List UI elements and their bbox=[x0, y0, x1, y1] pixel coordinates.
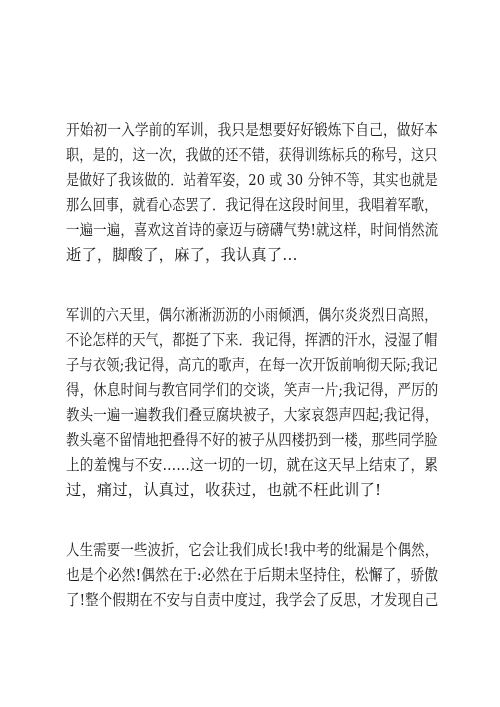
paragraph-2-line-2: 不论怎样的天气，都挺了下来．我记得，挥洒的汗水，浸湿了帽 bbox=[66, 331, 438, 349]
paragraph-1-line-2: 职，是的，这一次，我做的还不错，获得训练标兵的称号，这只 bbox=[66, 146, 438, 164]
paragraph-2-line-8: 过，痛过，认真过，收获过，也就不枉此训了! bbox=[66, 481, 382, 499]
paragraph-1-line-4: 那么回事，就看心态罢了．我记得在这段时间里，我唱着军歌， bbox=[66, 196, 438, 214]
paragraph-1-line-1: 开始初一入学前的军训，我只是想要好好锻炼下自己，做好本 bbox=[66, 121, 439, 139]
paragraph-1-line-5: 一遍一遍，喜欢这首诗的豪迈与磅礴气势!就这样，时间悄然流 bbox=[66, 221, 439, 239]
paragraph-2-line-3: 子与衣领;我记得，高亢的歌声，在每一次开饭前响彻天际;我记 bbox=[66, 356, 438, 374]
paragraph-3-line-3: 了!整个假期在不安与自责中度过，我学会了反思，才发现自己 bbox=[66, 591, 439, 609]
paragraph-2-line-1: 军训的六天里，偶尔淅淅沥沥的小雨倾洒，偶尔炎炎烈日高照， bbox=[66, 306, 438, 324]
paragraph-2-line-6: 教头毫不留情地把叠得不好的被子从四楼扔到一楼，那些同学脸 bbox=[66, 431, 438, 449]
paragraph-3-line-2: 也是个必然!偶然在于:必然在于后期未坚持住，松懈了，骄傲 bbox=[66, 566, 439, 584]
paragraph-1-line-6: 逝了，脚酸了，麻了，我认真了… bbox=[66, 246, 298, 264]
paragraph-2-line-4: 得，休息时间与教官同学们的交谈，笑声一片;我记得，严厉的 bbox=[66, 381, 439, 399]
paragraph-2-line-5: 教头一遍一遍教我们叠豆腐块被子，大家哀怨声四起;我记得， bbox=[66, 406, 439, 424]
paragraph-1-line-3: 是做好了我该做的．站着军姿，20 或 30 分钟不等，其实也就是 bbox=[66, 171, 438, 189]
paragraph-3-line-1: 人生需要一些波折，它会让我们成长!我中考的纰漏是个偶然， bbox=[66, 541, 439, 559]
paragraph-2-line-7: 上的羞愧与不安……这一切的一切，就在这天早上结束了，累 bbox=[66, 456, 439, 474]
